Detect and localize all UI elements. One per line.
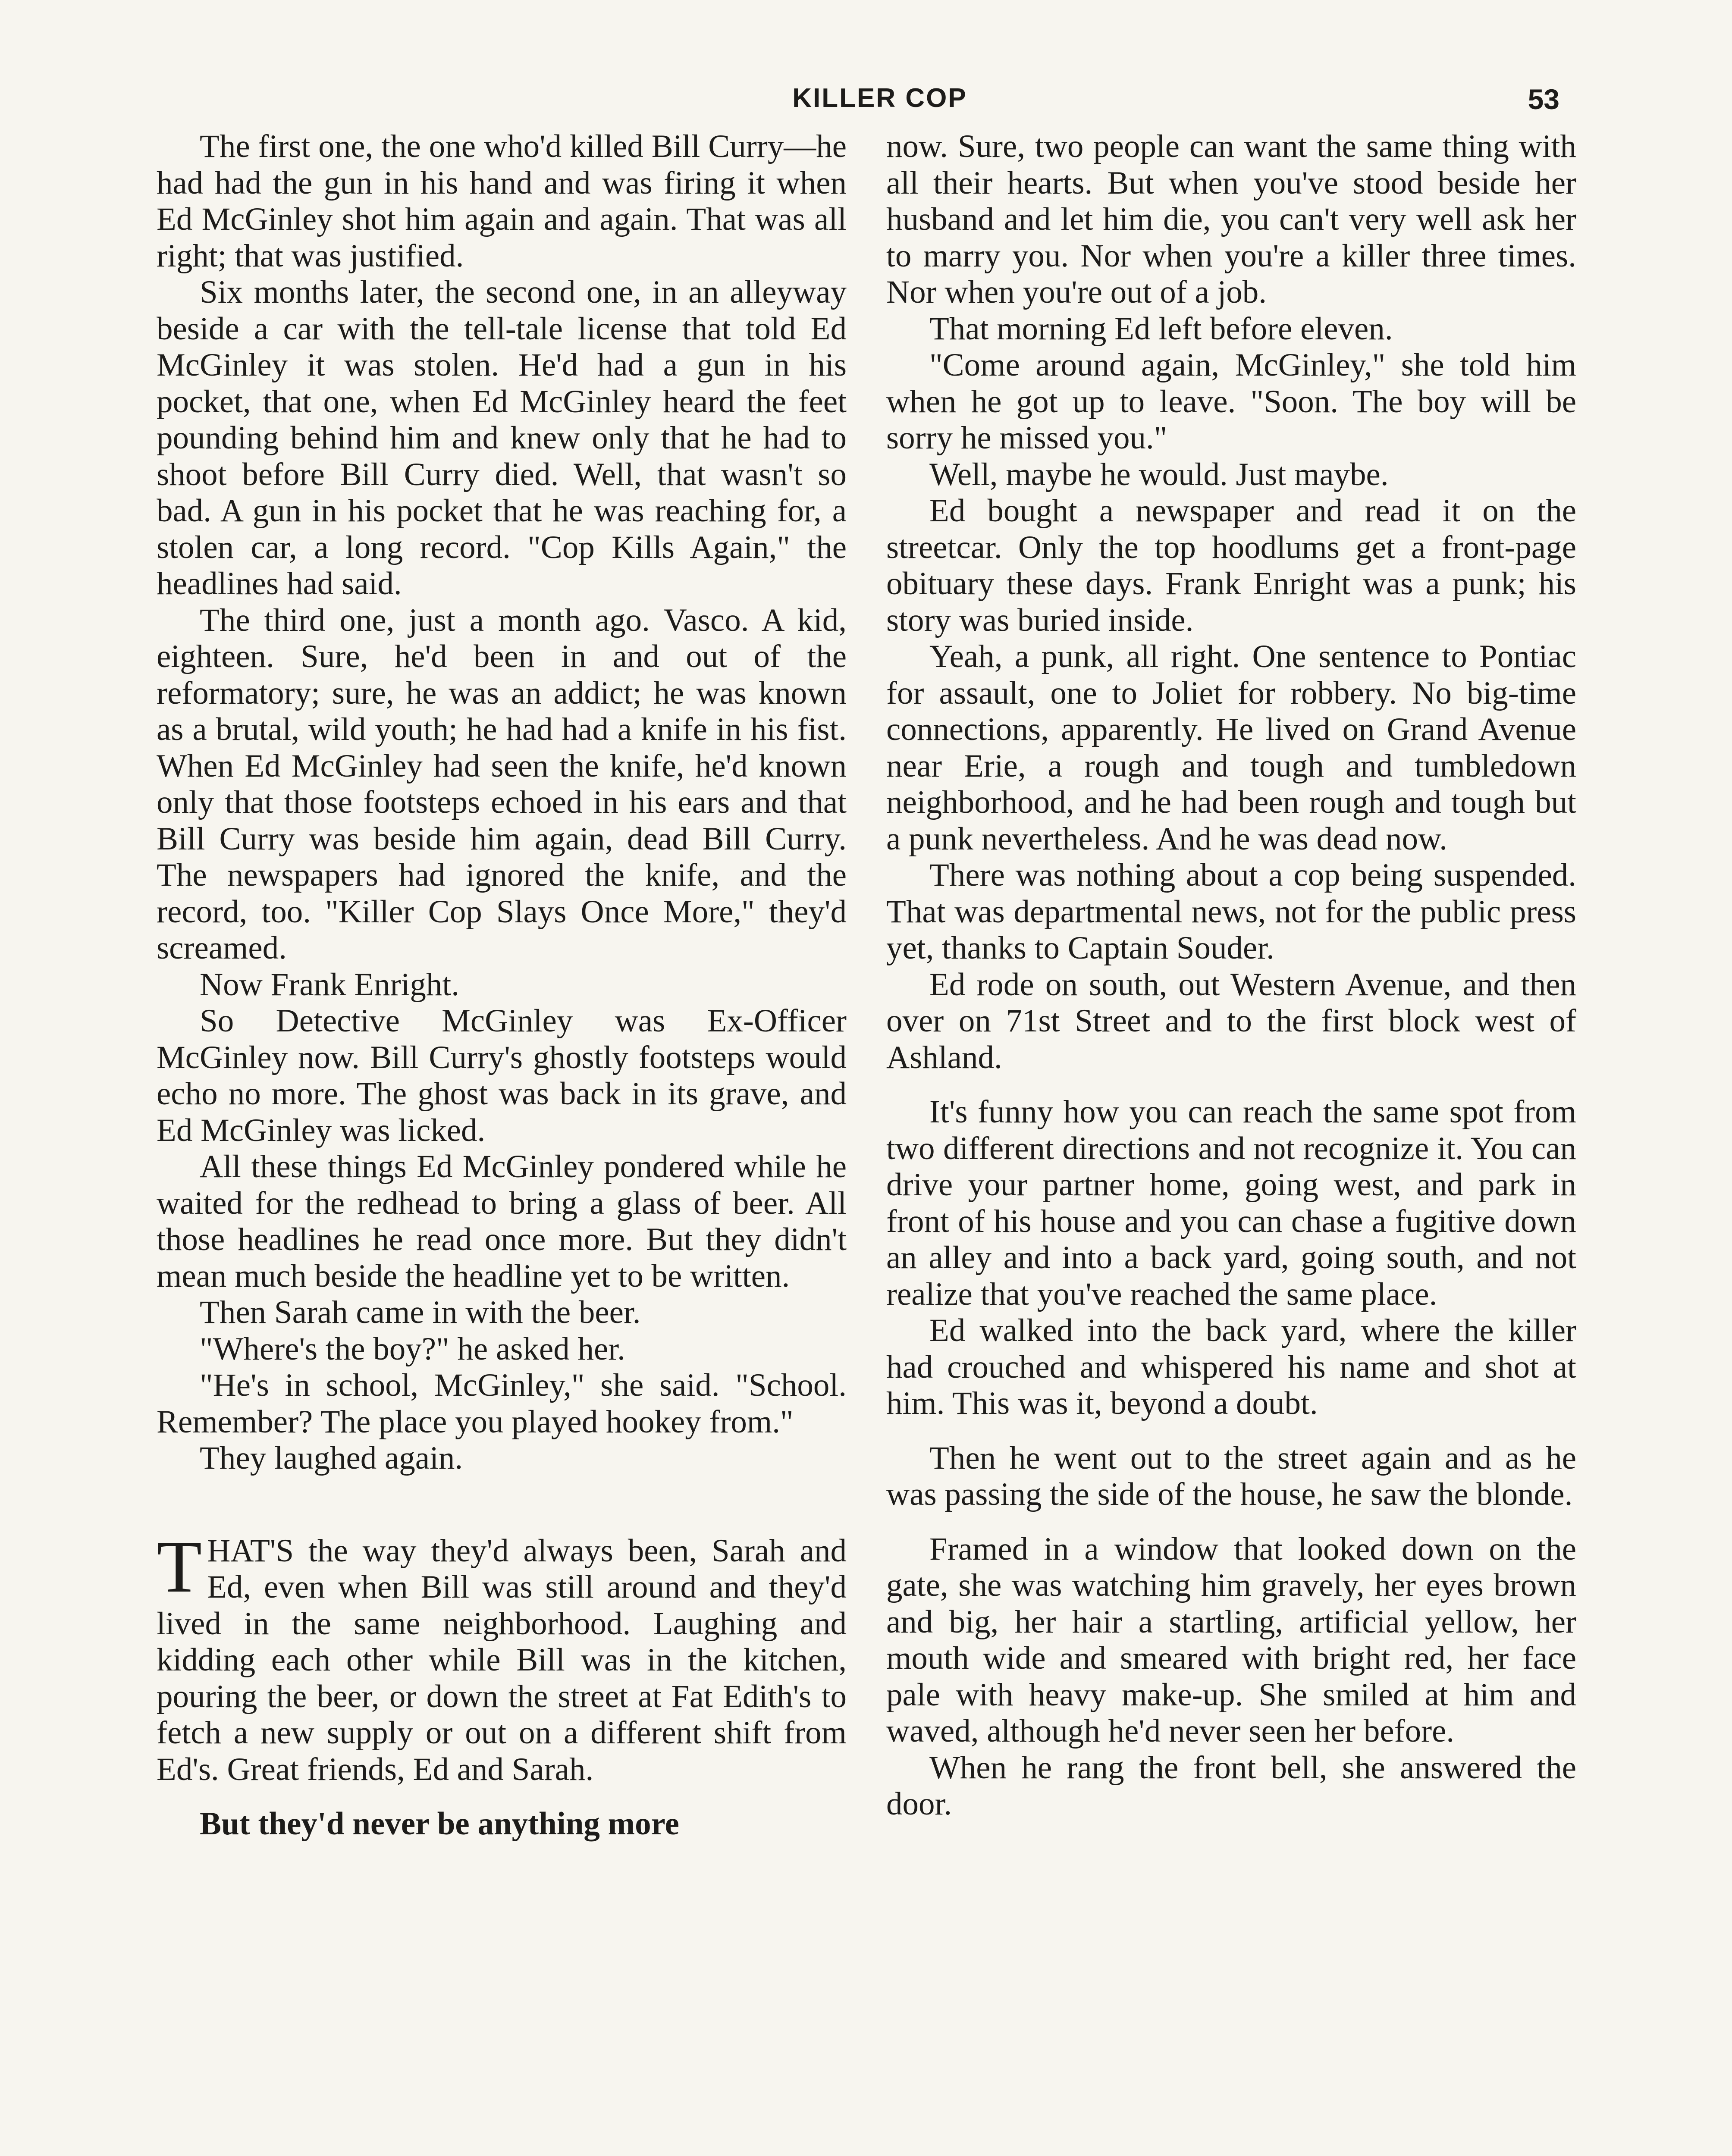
paragraph: Ed walked into the back yard, where the killer had crouched and whispered his name and shot at him. This was it, beyond a doubt. bbox=[886, 1313, 1576, 1421]
paragraph: The first one, the one who'd killed Bill Curry—he had had the gun in his hand and was firing it when Ed McGinley shot him again and again. That was all right; that was justified. bbox=[157, 128, 847, 274]
drop-cap: T bbox=[157, 1526, 202, 1608]
left-column bbox=[157, 128, 847, 1843]
paragraph: Then Sarah came in with the beer. bbox=[200, 1294, 641, 1330]
page-number: 53 bbox=[1528, 83, 1559, 115]
paragraph: That morning Ed left before eleven. bbox=[929, 310, 1393, 347]
section-opening-paragraph bbox=[157, 1526, 847, 1788]
paragraph: Now Frank Enright. bbox=[200, 966, 460, 1003]
paragraph: "He's in school, McGinley," she said. "School. Remember? The place you played hookey from." bbox=[157, 1367, 847, 1440]
paragraph: Six months later, the second one, in an alleyway beside a car with the tell-tale license that told Ed McGinley it was stolen. He'd had a gun in his pocket, that one, when Ed McGinley heard the feet pounding behind him and knew only that he had to shoot before Bill Curry died. Well, that wasn't so bad. A gun in his pocket that he was reaching for, a stolen car, a long record. "Cop Kills Again," the headlines had said. bbox=[157, 274, 847, 602]
paragraph: "Come around again, McGinley," she told him when he got up to leave. "Soon. The boy will be sorry he missed you." bbox=[886, 347, 1576, 456]
paragraph: It's funny how you can reach the same spot from two different directions and not recognize it. You can drive your partner home, going west, and park in front of his house and you can chase a fugitive down an alley and into a back yard, going south, and not realize that you've reached the same place. bbox=[886, 1094, 1576, 1312]
paragraph: Well, maybe he would. Just maybe. bbox=[929, 456, 1389, 492]
paragraph-continued: now. Sure, two people can want the same thing with all their hearts. But when you've stood beside her husband and let him die, you can't very well ask her to marry you. Nor when you're a killer three times. Nor when you're out of a job. bbox=[886, 128, 1576, 310]
paragraph: The third one, just a month ago. Vasco. A kid, eighteen. Sure, he'd been in and out of the reformatory; sure, he was an addict; he was known as a brutal, wild youth; he had had a knife in his fist. When Ed McGinley had seen the knife, he'd known only that those footsteps echoed in his ears and that Bill Curry was beside him again, dead Bill Curry. The newspapers had ignored the knife, and the record, too. "Killer Cop Slays Once More," they'd screamed. bbox=[157, 602, 847, 966]
paragraph: "Where's the boy?" he asked her. bbox=[200, 1331, 625, 1367]
paragraph: Then he went out to the street again and as he was passing the side of the house, he saw the blonde. bbox=[886, 1440, 1576, 1512]
paragraph: There was nothing about a cop being suspended. That was departmental news, not for the public press yet, thanks to Captain Souder. bbox=[886, 857, 1576, 966]
paragraph: Ed rode on south, out Western Avenue, and then over on 71st Street and to the first block west of Ashland. bbox=[886, 966, 1576, 1075]
paragraph: Yeah, a punk, all right. One sentence to Pontiac for assault, one to Joliet for robbery. No big-time connections, apparently. He lived on Grand Avenue near Erie, a rough and tough and tumbledown neighborhood, and he had been rough and tough but a punk nevertheless. And he was dead now. bbox=[886, 639, 1576, 857]
paragraph: But they'd never be anything more bbox=[200, 1806, 679, 1842]
paragraph: Framed in a window that looked down on the gate, she was watching him gravely, her eyes brown and big, her hair a startling, artificial yellow, her mouth wide and smeared with bright red, her face pale with heavy make-up. She smiled at him and waved, although he'd never seen her before. bbox=[886, 1531, 1576, 1749]
paragraph-text: HAT'S the way they'd always been, Sarah and Ed, even when Bill was still around and they'd lived in the same neighborhood. Laughing and kidding each other while Bill was in the kitchen, pouring the beer, or down the street at Fat Edith's to fetch a new supply or out on a different shift from Ed's. Great friends, Ed and Sarah. bbox=[157, 1532, 847, 1787]
running-title: KILLER COP bbox=[792, 83, 967, 113]
paragraph: They laughed again. bbox=[200, 1440, 463, 1476]
paragraph: All these things Ed McGinley pondered while he waited for the redhead to bring a glass of beer. All those headlines he read once more. But they didn't mean much beside the headline yet to be written. bbox=[157, 1149, 847, 1294]
right-column bbox=[886, 128, 1576, 1823]
paragraph: So Detective McGinley was Ex-Officer McGinley now. Bill Curry's ghostly footsteps would echo no more. The ghost was back in its grave, and Ed McGinley was licked. bbox=[157, 1003, 847, 1148]
paragraph: When he rang the front bell, she answered the door. bbox=[886, 1749, 1576, 1822]
paragraph: Ed bought a newspaper and read it on the streetcar. Only the top hoodlums get a front-page obituary these days. Frank Enright was a punk; his story was buried inside. bbox=[886, 493, 1576, 638]
